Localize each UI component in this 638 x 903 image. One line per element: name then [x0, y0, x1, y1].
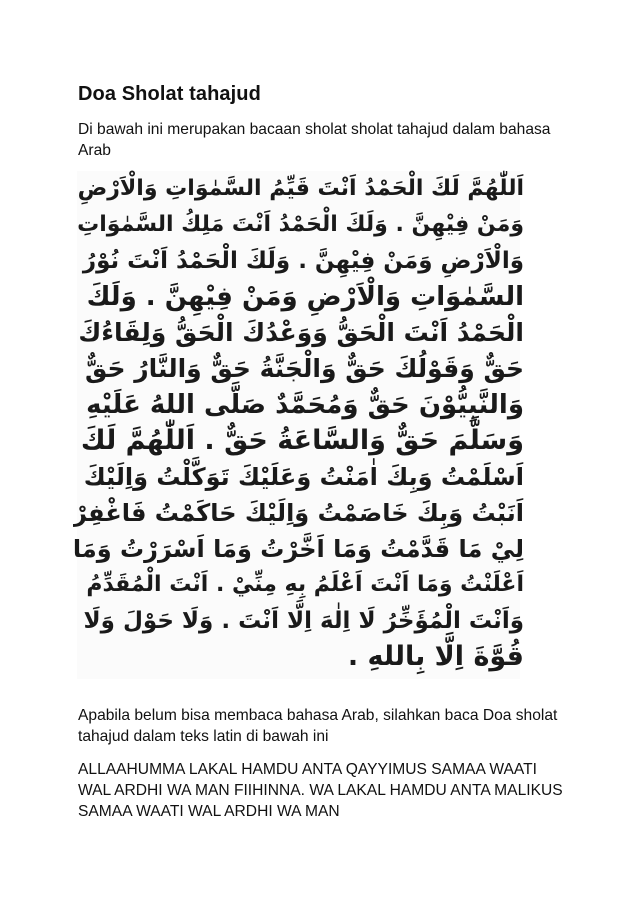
latin-instruction-paragraph: Apabila belum bisa membaca bahasa Arab, silahkan baca Doa sholat tahajud dalam teks latin di bawah ini	[78, 707, 558, 745]
arabic-line: حَقٌّ وَقَوْلُكَ حَقٌّ وَالْجَنَّةُ حَقٌّ وَالنَّارُ حَقٌّ	[84, 354, 524, 383]
arabic-line: السَّمٰوَاتِ وَالْاَرْضِ وَمَنْ فِيْهِنَّ . وَلَكَ	[86, 282, 524, 312]
arabic-prayer-image	[73, 167, 524, 683]
arabic-line: لِيْ مَا قَدَّمْتُ وَمَا اَخَّرْتُ وَمَا اَسْرَرْتُ وَمَا	[73, 535, 524, 563]
arabic-line: الْحَمْدُ اَنْتَ الْحَقُّ وَوَعْدُكَ الْحَقُّ وَلِقَاءُكَ	[78, 318, 524, 347]
arabic-line: وَمَنْ فِيْهِنَّ . وَلَكَ الْحَمْدُ اَنْتَ مَلِكُ السَّمٰوَاتِ	[77, 212, 524, 237]
latin-transliteration-paragraph: ALLAAHUMMA LAKAL HAMDU ANTA QAYYIMUS SAMAA WAATI WAL ARDHI WA MAN FIIHINNA. WA LAKAL HAMDU ANTA MALIKUS SAMAA WAATI WAL ARDHI WA MAN	[78, 761, 563, 820]
arabic-line: وَالنَّبِيُّوْنَ حَقٌّ وَمُحَمَّدٌ صَلَّى اللهُ عَلَيْهِ	[86, 390, 524, 420]
intro-text: Di bawah ini merupakan bacaan sholat sholat tahajud dalam bahasa Arab	[78, 121, 551, 159]
arabic-line: اَسْلَمْتُ وَبِكَ اٰمَنْتُ وَعَلَيْكَ تَوَكَّلْتُ وَاِلَيْكَ	[83, 463, 524, 491]
arabic-line: وَاَنْتَ الْمُؤَخِّرُ لَا اِلٰهَ اِلَّا اَنْتَ . وَلَا حَوْلَ وَلَا	[83, 608, 524, 634]
arabic-line: اَنَبْتُ وَبِكَ خَاصَمْتُ وَاِلَيْكَ حَاكَمْتُ فَاغْفِرْ	[73, 499, 524, 527]
arabic-line: اَعْلَنْتُ وَمَا اَنْتَ اَعْلَمُ بِهِ مِنِّيْ . اَنْتَ الْمُقَدِّمُ	[86, 572, 524, 597]
arabic-line: وَالْاَرْضِ وَمَنْ فِيْهِنَّ . وَلَكَ الْحَمْدُ اَنْتَ نُوْرُ	[82, 248, 524, 274]
arabic-line: اَللّٰهُمَّ لَكَ الْحَمْدُ اَنْتَ قَيِّمُ السَّمٰوَاتِ وَالْاَرْضِ	[77, 176, 524, 201]
arabic-line: وَسَلَّمَ حَقٌّ وَالسَّاعَةُ حَقٌّ . اَللّٰهُمَّ لَكَ	[80, 425, 524, 456]
arabic-line: قُوَّةَ اِلَّا بِاللهِ .	[347, 641, 524, 672]
page-title: Doa Sholat tahajud	[78, 83, 261, 105]
